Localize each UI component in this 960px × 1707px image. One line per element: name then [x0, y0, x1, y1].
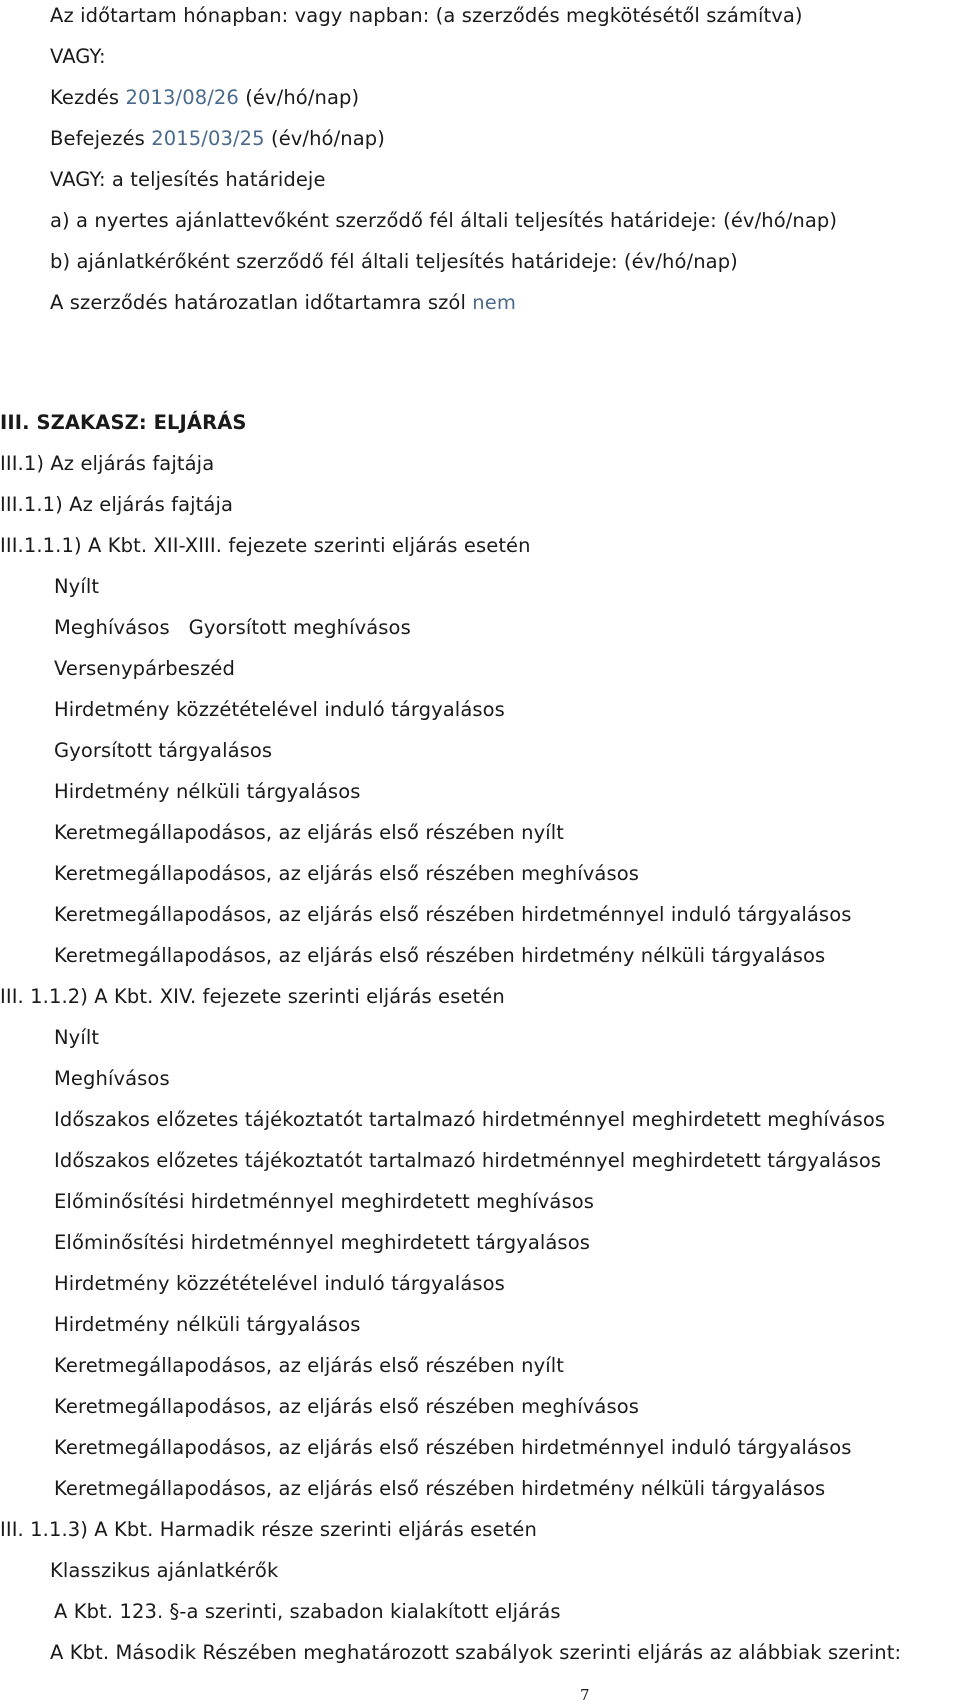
or-label: VAGY: — [50, 45, 106, 68]
end-label: Befejezés — [50, 127, 145, 150]
duration-line: Az időtartam hónapban: vagy napban: (a szerződés megkötésétől számítva) — [50, 4, 803, 27]
start-label: Kezdés — [50, 86, 120, 109]
classic-contracting: Klasszikus ajánlatkérők — [50, 1559, 279, 1582]
procedure-option: Keretmegállapodásos, az eljárás első részében nyílt — [54, 821, 565, 844]
deadline-b: b) ajánlatkérőként szerződő fél általi teljesítés határideje: (év/hó/nap) — [50, 250, 738, 273]
second-part-procedure: A Kbt. Második Részében meghatározott szabályok szerinti eljárás az alábbiak szerint: — [50, 1641, 902, 1664]
subsection-3-1-1-2: III. 1.1.2) A Kbt. XIV. fejezete szerinti eljárás esetén — [0, 985, 505, 1008]
procedure-option: Hirdetmény nélküli tárgyalásos — [54, 780, 361, 803]
art-123-procedure: A Kbt. 123. §-a szerinti, szabadon kialakított eljárás — [54, 1600, 561, 1623]
indefinite-label: A szerződés határozatlan időtartamra szól — [50, 291, 466, 314]
procedure-option: Hirdetmény közzétételével induló tárgyalásos — [54, 1272, 505, 1295]
start-date-line — [50, 86, 359, 110]
start-date-value: 2013/08/26 — [125, 86, 239, 109]
page-number: 7 — [580, 1686, 590, 1704]
start-date-unit: (év/hó/nap) — [245, 86, 360, 109]
procedure-option: Keretmegállapodásos, az eljárás első részében hirdetmény nélküli tárgyalásos — [54, 944, 826, 967]
end-date-value: 2015/03/25 — [151, 127, 265, 150]
or-deadline-label: VAGY: a teljesítés határideje — [50, 168, 326, 191]
procedure-option: Keretmegállapodásos, az eljárás első részében meghívásos — [54, 862, 640, 885]
end-date-unit: (év/hó/nap) — [270, 127, 385, 150]
procedure-option: Hirdetmény közzétételével induló tárgyalásos — [54, 698, 505, 721]
procedure-option: Nyílt — [54, 575, 100, 598]
subsection-3-1-1-1: III.1.1.1) A Kbt. XII-XIII. fejezete szerinti eljárás esetén — [0, 534, 531, 557]
procedure-option: Keretmegállapodásos, az eljárás első részében nyílt — [54, 1354, 565, 1377]
procedure-option: Időszakos előzetes tájékoztatót tartalmazó hirdetménnyel meghirdetett tárgyalásos — [54, 1149, 882, 1172]
end-date-line — [50, 127, 385, 151]
procedure-option: Keretmegállapodásos, az eljárás első részében meghívásos — [54, 1395, 640, 1418]
subsection-3-1-1-3: III. 1.1.3) A Kbt. Harmadik része szerinti eljárás esetén — [0, 1518, 537, 1541]
procedure-option: Keretmegállapodásos, az eljárás első részében hirdetménnyel induló tárgyalásos — [54, 903, 852, 926]
procedure-option: Előminősítési hirdetménnyel meghirdetett tárgyalásos — [54, 1231, 590, 1254]
procedure-option: Versenypárbeszéd — [54, 657, 235, 680]
deadline-a: a) a nyertes ajánlattevőként szerződő fél általi teljesítés határideje: (év/hó/nap) — [50, 209, 838, 232]
procedure-option: Időszakos előzetes tájékoztatót tartalmazó hirdetménnyel meghirdetett meghívásos — [54, 1108, 886, 1131]
subsection-3-1: III.1) Az eljárás fajtája — [0, 452, 215, 475]
procedure-option: Keretmegállapodásos, az eljárás első részében hirdetmény nélküli tárgyalásos — [54, 1477, 826, 1500]
procedure-option: Hirdetmény nélküli tárgyalásos — [54, 1313, 361, 1336]
subsection-3-1-1: III.1.1) Az eljárás fajtája — [0, 493, 234, 516]
indefinite-value: nem — [472, 291, 516, 314]
procedure-option: Meghívásos — [54, 1067, 170, 1090]
procedure-option: Meghívásos Gyorsított meghívásos — [54, 616, 411, 639]
procedure-option: Előminősítési hirdetménnyel meghirdetett meghívásos — [54, 1190, 595, 1213]
procedure-option: Nyílt — [54, 1026, 100, 1049]
procedure-option: Gyorsított tárgyalásos — [54, 739, 273, 762]
procedure-option: Keretmegállapodásos, az eljárás első részében hirdetménnyel induló tárgyalásos — [54, 1436, 852, 1459]
indefinite-line — [50, 291, 516, 315]
section-heading: III. SZAKASZ: ELJÁRÁS — [0, 411, 247, 434]
